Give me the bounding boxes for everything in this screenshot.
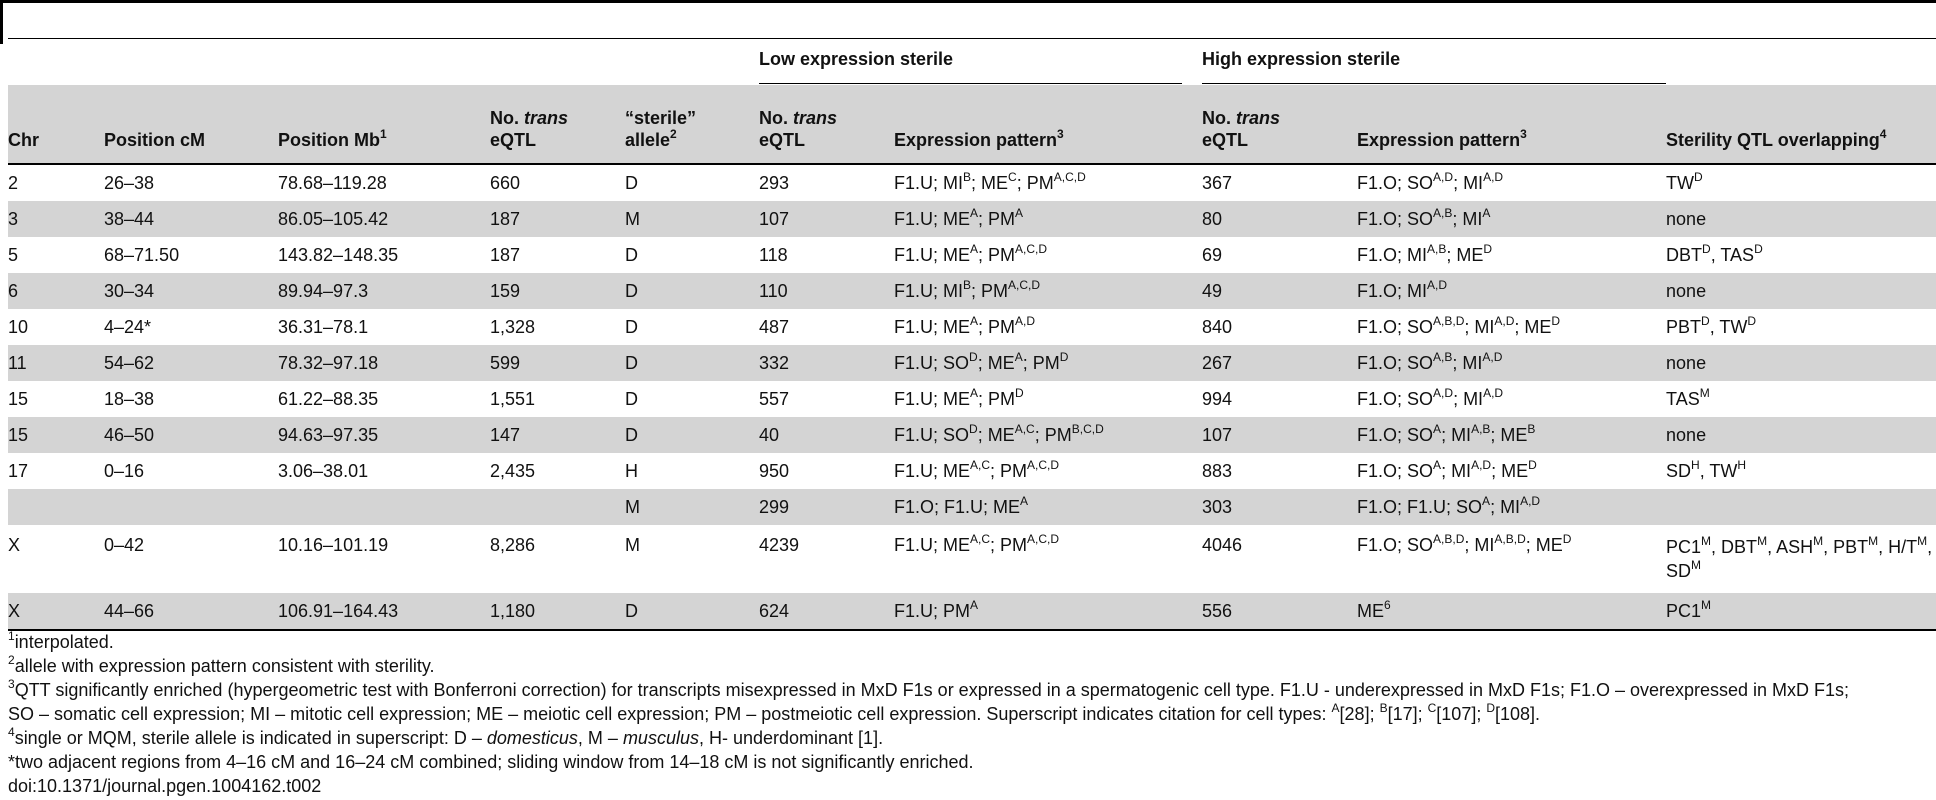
cell-high-expression-pattern: F1.O; F1.U; $SO^A$; $MI^{A,D}$	[1357, 494, 1541, 517]
cell-low-expression-pattern: F1.U; $ME^A$; $PM^A$	[894, 206, 1024, 229]
table-row	[8, 593, 1936, 630]
cell-chr: 11	[8, 353, 27, 373]
cell-high-expression-pattern: F1.O; $SO^{A,D}$; $MI^{A,D}$	[1357, 386, 1504, 409]
cell-high-expression-pattern: F1.O; $MI^{A,D}$	[1357, 278, 1448, 301]
cell-low-trans-eqtl: 557	[759, 389, 790, 409]
cell-low-trans-eqtl: 624	[759, 593, 894, 630]
cell-low-trans-eqtl: 487	[759, 317, 790, 337]
cell-high-expression-pattern: F1.O; $SO^{A,D}$; $MI^{A,D}$	[1357, 170, 1504, 193]
cell-sterility-qtl-overlapping: $SD^H$, $TW^H$	[1666, 458, 1747, 481]
table-row	[8, 273, 1936, 309]
cell-sterile-allele: D	[625, 593, 759, 630]
cell-sterile-allele: M	[625, 209, 640, 229]
cell-position-cm: 44–66	[104, 593, 278, 630]
col-trans-eqtl: No. trans eQTL	[490, 85, 625, 164]
table-row	[8, 489, 1936, 525]
cell-position-cm: 0–16	[104, 461, 145, 481]
column-header-row	[8, 85, 1936, 164]
low-expression-group-label: Low expression sterile	[759, 41, 1182, 84]
cell-high-expression-pattern: F1.O; $SO^{A,B,D}$; $MI^{A,D}$; $ME^D$	[1357, 314, 1561, 337]
cell-low-trans-eqtl: 110	[759, 281, 788, 301]
cell-position-mb: 10.16–101.19	[278, 535, 389, 555]
cell-chr: 17	[8, 461, 29, 481]
cell-sterility-qtl-overlapping: none	[1666, 281, 1707, 301]
cell-sterility-qtl-overlapping: $PC1^M$, $DBT^M$, $ASH^M$, $PBT^M$, $H/T^M$, $SD^M$	[1666, 534, 1933, 581]
cell-low-expression-pattern: F1.U; $ME^A$; $PM^{A,D}$	[894, 314, 1036, 337]
cell-low-trans-eqtl: 4239	[759, 535, 800, 555]
cell-high-trans-eqtl: 883	[1202, 461, 1233, 481]
cell-high-trans-eqtl: 840	[1202, 317, 1233, 337]
table-row	[8, 417, 1936, 453]
cell-sterile-allele: D	[625, 245, 638, 265]
cell-trans-eqtl: 1,551	[490, 389, 536, 409]
cell-trans-eqtl: 159	[490, 281, 521, 301]
cell-high-expression-pattern: F1.O; $SO^{A,B,D}$; $MI^{A,B,D}$; $ME^D$	[1357, 532, 1572, 555]
cell-position-mb: 89.94–97.3	[278, 281, 369, 301]
cell-high-trans-eqtl: 80	[1202, 209, 1223, 229]
footnote-3: $^3$QTT significantly enriched (hypergeometric test with Bonferroni correction) for transcripts misexpressed in MxD F1s or expressed in a spermatogenic cell type. F1.U - underexpressed in MxD F1s; F1.O – overexpressed in MxD F1s;	[8, 677, 1850, 700]
cell-trans-eqtl: 187	[490, 209, 521, 229]
cell-trans-eqtl: 187	[490, 245, 521, 265]
cell-high-expression-pattern: F1.O; $SO^{A,B}$; $MI^{A,D}$	[1357, 350, 1503, 373]
cell-high-trans-eqtl: 556	[1202, 593, 1357, 630]
cell-position-mb: 106.91–164.43	[278, 593, 490, 630]
cell-high-expression-pattern: F1.O; $SO^A$; $MI^{A,B}$; $ME^B$	[1357, 422, 1536, 445]
cell-high-trans-eqtl: 367	[1202, 173, 1233, 193]
cell-chr: 15	[8, 389, 29, 409]
col-sterility-qtl-overlapping: Sterility QTL overlapping$^4$	[1666, 85, 1936, 164]
cell-chr: 2	[8, 173, 19, 193]
cell-sterile-allele: D	[625, 425, 638, 445]
cell-position-mb	[278, 489, 490, 525]
cell-sterile-allele: D	[625, 389, 638, 409]
cell-low-expression-pattern: F1.U; $ME^A$; $PM^D$	[894, 386, 1024, 409]
cell-trans-eqtl: 1,328	[490, 317, 536, 337]
cell-high-trans-eqtl: 267	[1202, 353, 1233, 373]
high-expression-group-label: High expression sterile	[1202, 41, 1666, 84]
cell-position-mb: 61.22–88.35	[278, 389, 379, 409]
cell-sterile-allele: D	[625, 317, 638, 337]
cell-low-expression-pattern: F1.U; $MI^B$; $PM^{A,C,D}$	[894, 278, 1041, 301]
eqtl-table	[8, 39, 1936, 631]
cell-trans-eqtl: 2,435	[490, 461, 536, 481]
col-high-trans-eqtl: No. trans eQTL	[1202, 85, 1357, 164]
cell-sterility-qtl-overlapping: $TAS^M$	[1666, 386, 1710, 409]
table-row	[8, 453, 1936, 489]
table-row	[8, 525, 1936, 593]
cell-trans-eqtl: 1,180	[490, 593, 625, 630]
cell-high-trans-eqtl: 303	[1202, 497, 1233, 517]
cell-position-cm: 4–24*	[104, 317, 152, 337]
cell-high-expression-pattern: F1.O; $SO^{A,B}$; $MI^A$	[1357, 206, 1491, 229]
cell-chr: X	[8, 593, 104, 630]
cell-chr: X	[8, 535, 21, 555]
cell-low-expression-pattern: F1.U; $ME^{A,C}$; $PM^{A,C,D}$	[894, 532, 1060, 555]
cell-low-trans-eqtl: 950	[759, 461, 790, 481]
cell-position-cm	[104, 489, 278, 525]
table-row	[8, 201, 1936, 237]
cell-position-mb: 143.82–148.35	[278, 245, 399, 265]
cell-position-cm: 30–34	[104, 281, 155, 301]
cell-high-expression-pattern: $ME^6$	[1357, 593, 1666, 630]
col-low-expression-pattern: Expression pattern$^3$	[894, 85, 1202, 164]
cell-chr: 15	[8, 425, 29, 445]
cell-chr: 10	[8, 317, 29, 337]
cell-low-expression-pattern: F1.U; $SO^D$; $ME^A$; $PM^D$	[894, 350, 1069, 373]
cell-trans-eqtl: 599	[490, 353, 521, 373]
cell-chr: 5	[8, 245, 19, 265]
table-row	[8, 237, 1936, 273]
cell-sterility-qtl-overlapping: $DBT^D$, $TAS^D$	[1666, 242, 1763, 265]
cell-position-mb: 78.32–97.18	[278, 353, 379, 373]
cell-chr	[8, 489, 104, 525]
top-rule	[0, 0, 1936, 3]
cell-sterility-qtl-overlapping: none	[1666, 353, 1707, 373]
cell-trans-eqtl: 147	[490, 425, 521, 445]
cell-low-expression-pattern: F1.O; F1.U; $ME^A$	[894, 494, 1029, 517]
cell-high-expression-pattern: F1.O; $SO^A$; $MI^{A,D}$; $ME^D$	[1357, 458, 1537, 481]
table-row	[8, 164, 1936, 201]
footnote-4: $^4$single or MQM, sterile allele is indicated in superscript: D – domesticus, M – musculus, H- underdominant [1].	[8, 725, 884, 748]
cell-trans-eqtl: 8,286	[490, 535, 536, 555]
cell-sterile-allele: M	[625, 497, 640, 517]
cell-position-cm: 46–50	[104, 425, 155, 445]
left-rule	[0, 0, 3, 44]
cell-sterile-allele: D	[625, 353, 638, 373]
cell-position-mb: 36.31–78.1	[278, 317, 369, 337]
cell-low-expression-pattern: F1.U; $ME^{A,C}$; $PM^{A,C,D}$	[894, 458, 1060, 481]
cell-low-trans-eqtl: 107	[759, 209, 790, 229]
cell-high-trans-eqtl: 69	[1202, 245, 1223, 265]
cell-position-mb: 94.63–97.35	[278, 425, 379, 445]
cell-position-cm: 18–38	[104, 389, 155, 409]
cell-sterility-qtl-overlapping: none	[1666, 425, 1707, 445]
table-body	[8, 164, 1936, 630]
col-position-cm: Position cM	[104, 85, 278, 164]
cell-sterility-qtl-overlapping: $PBT^D$, $TW^D$	[1666, 314, 1757, 337]
cell-position-cm: 26–38	[104, 173, 155, 193]
cell-trans-eqtl	[490, 489, 625, 525]
cell-low-trans-eqtl: 118	[759, 245, 788, 265]
cell-position-mb: 86.05–105.42	[278, 209, 389, 229]
cell-sterile-allele: D	[625, 173, 638, 193]
col-chr: Chr	[8, 85, 104, 164]
table-row	[8, 381, 1936, 417]
doi-line: doi:10.1371/journal.pgen.1004162.t002	[8, 776, 322, 796]
cell-low-expression-pattern: F1.U; $MI^B$; $ME^C$; $PM^{A,C,D}$	[894, 170, 1086, 193]
cell-chr: 3	[8, 209, 19, 229]
cell-sterility-qtl-overlapping	[1666, 489, 1936, 525]
cell-position-cm: 68–71.50	[104, 245, 180, 265]
group-header-row	[8, 39, 1936, 85]
table-row	[8, 309, 1936, 345]
footnotes	[8, 630, 1928, 798]
footnote-2: $^2$allele with expression pattern consistent with sterility.	[8, 653, 435, 676]
cell-sterility-qtl-overlapping: none	[1666, 209, 1707, 229]
cell-sterile-allele: M	[625, 535, 640, 555]
cell-sterility-qtl-overlapping: $TW^D$	[1666, 170, 1703, 193]
cell-low-trans-eqtl: 293	[759, 173, 790, 193]
cell-position-mb: 3.06–38.01	[278, 461, 369, 481]
cell-sterile-allele: D	[625, 281, 638, 301]
cell-high-trans-eqtl: 107	[1202, 425, 1233, 445]
footnote-asterisk: *two adjacent regions from 4–16 cM and 16–24 cM combined; sliding window from 14–18 cM is not significantly enriched.	[8, 752, 974, 772]
col-high-expression-pattern: Expression pattern$^3$	[1357, 85, 1666, 164]
cell-position-cm: 38–44	[104, 209, 155, 229]
footnote-1: $^1$interpolated.	[8, 629, 114, 652]
cell-high-trans-eqtl: 4046	[1202, 535, 1243, 555]
cell-sterile-allele: H	[625, 461, 638, 481]
col-position-mb: Position Mb$^1$	[278, 85, 490, 164]
cell-position-mb: 78.68–119.28	[278, 173, 387, 193]
cell-low-trans-eqtl: 40	[759, 425, 780, 445]
cell-position-cm: 54–62	[104, 353, 155, 373]
footnote-3-continued: SO – somatic cell expression; MI – mitotic cell expression; ME – meiotic cell expression; PM – postmeiotic cell expression. Superscript indicates citation for cell types: $^A$[28]; $^B$[17]; $^C$[107]; $^D$[108].	[8, 701, 1541, 724]
table-row	[8, 345, 1936, 381]
col-low-trans-eqtl: No. trans eQTL	[759, 85, 894, 164]
cell-trans-eqtl: 660	[490, 173, 521, 193]
cell-position-cm: 0–42	[104, 535, 145, 555]
cell-high-expression-pattern: F1.O; $MI^{A,B}$; $ME^D$	[1357, 242, 1493, 265]
cell-low-trans-eqtl: 299	[759, 497, 790, 517]
col-sterile-allele: “sterile” allele$^2$	[625, 85, 759, 164]
cell-sterility-qtl-overlapping: $PC1^M$	[1666, 593, 1936, 630]
cell-high-trans-eqtl: 994	[1202, 389, 1233, 409]
cell-low-expression-pattern: F1.U; $PM^A$	[894, 593, 1202, 630]
cell-high-trans-eqtl: 49	[1202, 281, 1223, 301]
cell-low-expression-pattern: F1.U; $SO^D$; $ME^{A,C}$; $PM^{B,C,D}$	[894, 422, 1104, 445]
cell-low-trans-eqtl: 332	[759, 353, 790, 373]
cell-low-expression-pattern: F1.U; $ME^A$; $PM^{A,C,D}$	[894, 242, 1048, 265]
cell-chr: 6	[8, 281, 19, 301]
